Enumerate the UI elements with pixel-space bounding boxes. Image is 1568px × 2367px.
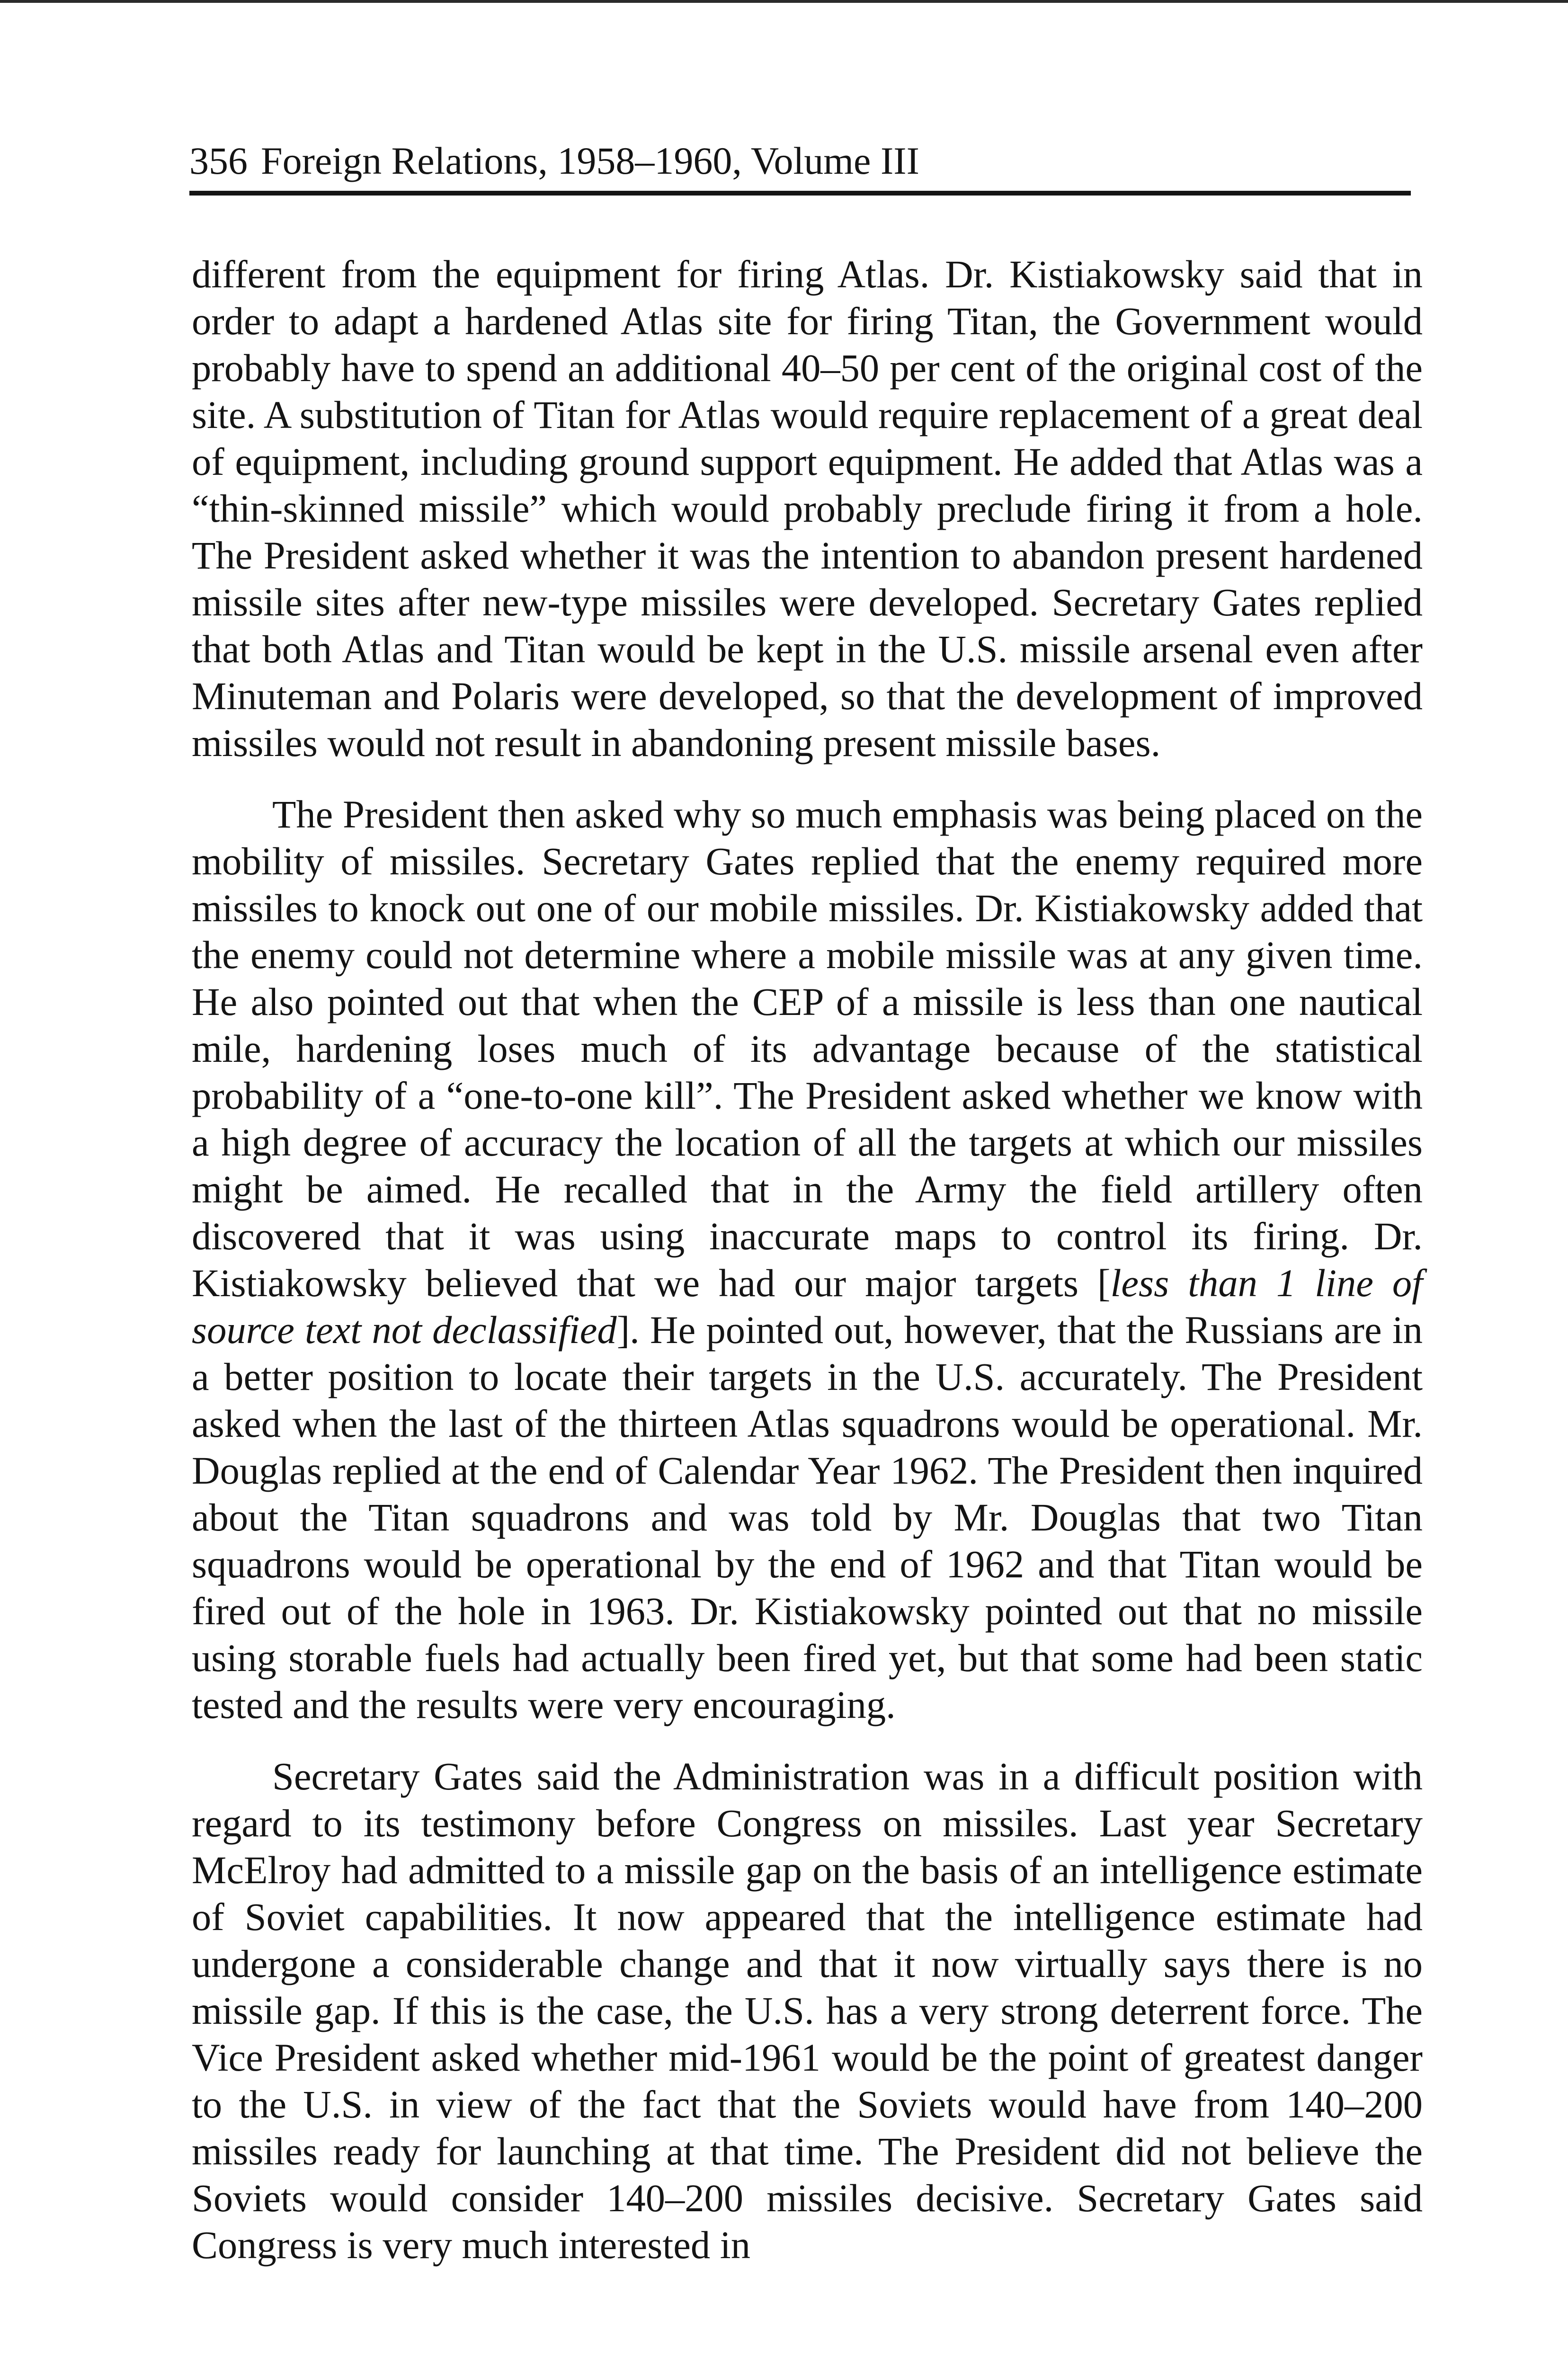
paragraph-1: different from the equipment for firing Atlas. Dr. Kistiakowsky said that in order to adapt a hardened Atlas site for firing Titan, the Government would probably have to spend an additional 40–50 per cent of the original cost of the site. A substitution of Titan for Atlas would require replacement of a great deal of equipment, including ground support equipment. He added that Atlas was a “thin-skinned missile” which would probably preclude firing it from a hole. The President asked whether it was the intention to abandon present hardened missile sites after new-type missiles were developed. Secretary Gates replied that both Atlas and Titan would be kept in the U.S. missile arsenal even after Minuteman and Polaris were developed, so that the development of improved missiles would not result in abandoning present missile bases. bbox=[192, 252, 1423, 765]
running-head-title: Foreign Relations, 1958–1960, Volume III bbox=[261, 139, 919, 182]
body-text bbox=[192, 251, 1423, 2269]
paragraph-2-text-before: The President then asked why so much emphasis was being placed on the mobility of missiles. Secretary Gates replied that the enemy required more missiles to knock out one of our mobile missiles. Dr. Kistiakowsky added that the enemy could not determine where a mobile missile was at any given time. He also pointed out that when the CEP of a missile is less than one nautical mile, hardening loses much of its advantage because of the statistical probability of a “one-to-one kill”. The President asked whether we know with a high degree of accuracy the location of all the targets at which our missiles might be aimed. He recalled that in the Army the field artillery often discovered that it was using inaccurate maps to control its firing. Dr. Kistiakowsky believed that we had our major targets [ bbox=[192, 792, 1423, 1305]
header-rule bbox=[189, 191, 1411, 196]
declassification-note: less than 1 line of source text not declassified bbox=[192, 1261, 1423, 1352]
paragraph-2 bbox=[192, 791, 1423, 1728]
paragraph-3: Secretary Gates said the Administration was in a difficult position with regard to its testimony before Congress on missiles. Last year Secretary McElroy had admitted to a missile gap on the basis of an intelligence estimate of Soviet capabilities. It now appeared that the intelligence estimate had undergone a considerable change and that it now virtually says there is no missile gap. If this is the case, the U.S. has a very strong deterrent force. The Vice President asked whether mid-1961 would be the point of greatest danger to the U.S. in view of the fact that the Soviets would have from 140–200 missiles ready for launching at that time. The President did not believe the Soviets would consider 140–200 missiles decisive. Secretary Gates said Congress is very much interested in bbox=[192, 1754, 1423, 2267]
paragraph-2-text-after: ]. He pointed out, however, that the Russians are in a better position to locate their targets in the U.S. accurately. The President asked when the last of the thirteen Atlas squadrons would be operational. Mr. Douglas replied at the end of Calendar Year 1962. The President then inquired about the Titan squadrons and was told by Mr. Douglas that two Titan squadrons would be operational by the end of 1962 and that Titan would be fired out of the hole in 1963. Dr. Kistiakowsky pointed out that no missile using storable fuels had actually been fired yet, but that some had been static tested and the results were very encouraging. bbox=[192, 1308, 1423, 1726]
page-number: 356 bbox=[189, 139, 248, 182]
running-head bbox=[189, 135, 1411, 187]
scan-top-edge bbox=[0, 0, 1568, 3]
